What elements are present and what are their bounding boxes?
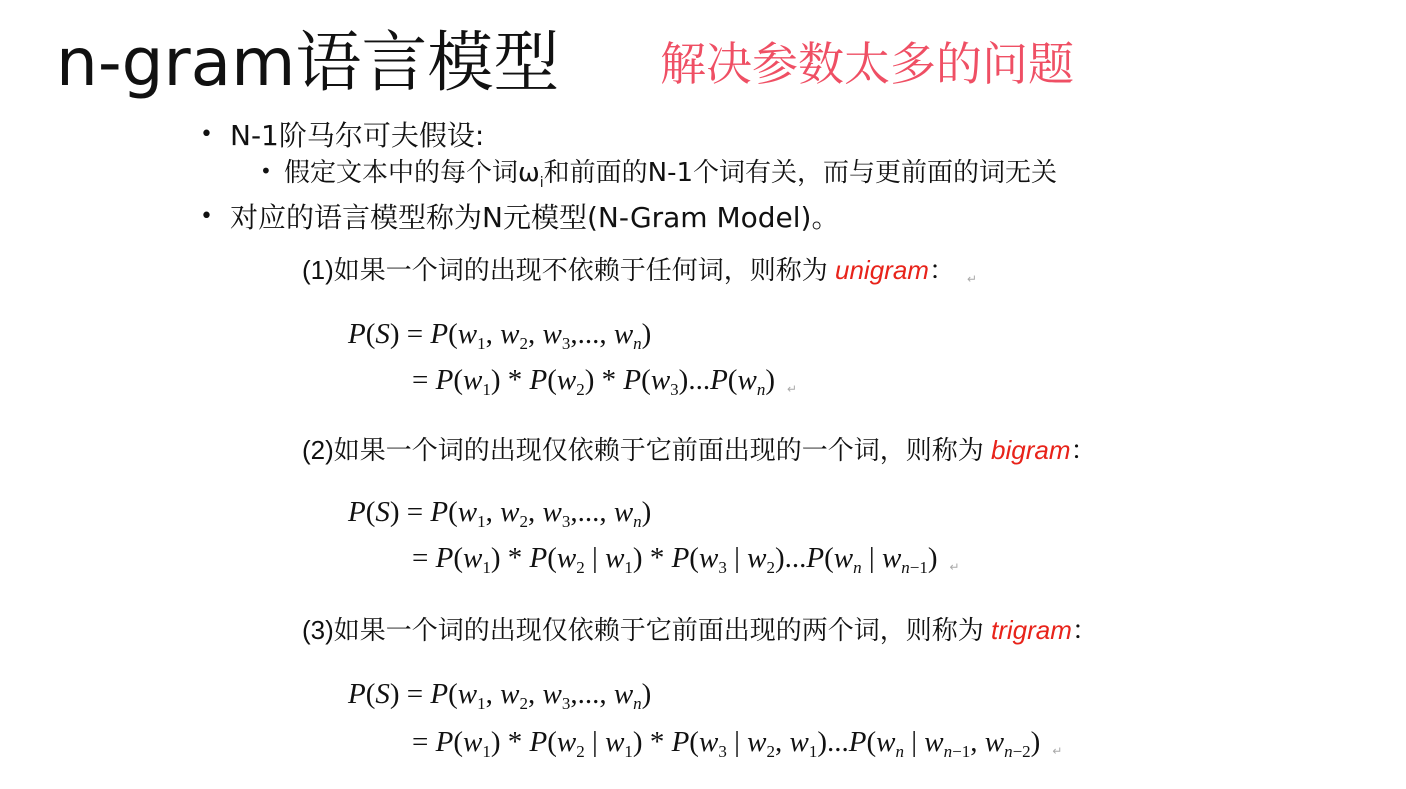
keyword-unigram: unigram: [835, 255, 929, 285]
formula-bigram-line2: = $P(w_1) * P(w_2$ | $w_1) * P(w_3$ | $w_2)...P(w_n$ | $w_{n-1}$) ↵: [412, 542, 960, 577]
return-mark: ↵: [786, 382, 798, 396]
bullet-markov-text: N-1阶马尔可夫假设:: [230, 119, 485, 152]
case-suffix: ：: [1071, 615, 1098, 645]
return-mark: ↵: [966, 272, 978, 286]
case-trigram: [302, 612, 1098, 648]
formula-unigram-line1: $P(S) = P(w_1$, $w_2$, $w_3$,..., $w_n$): [348, 318, 652, 353]
return-mark: ↵: [949, 560, 960, 574]
case-unigram: [302, 252, 977, 297]
bullet-dot: •: [200, 204, 213, 229]
formula-unigram-line2: = $P(w_1) * P(w_2) * P(w_3)...P(w_n)$ ↵: [412, 364, 798, 399]
keyword-bigram: bigram: [991, 435, 1071, 465]
bullet-dot: •: [200, 122, 213, 147]
case-prefix: (1)如果一个词的出现不依赖于任何词，则称为: [302, 255, 836, 285]
slide-title: n-gram语言模型: [56, 24, 560, 101]
sub-bullet-text-a: 假定文本中的每个词ω: [284, 158, 540, 188]
formula-trigram-line2: = $P(w_1) * P(w_2$ | $w_1) * P(w_3$ | $w_2$, $w_1)...P(w_n$ | $w_{n-1}$, $w_{n-2}$) ↵: [412, 726, 1063, 761]
bullet-dot: •: [260, 159, 272, 183]
bullet-markov: [200, 115, 484, 156]
return-mark: ↵: [1052, 744, 1063, 758]
slide-subtitle: 解决参数太多的问题: [660, 37, 1074, 91]
bullet-ngram-model: [200, 197, 839, 238]
case-suffix: ：: [1070, 435, 1097, 465]
case-prefix: (3)如果一个词的出现仅依赖于它前面出现的两个词，则称为: [302, 615, 992, 645]
bullet-ngram-text: 对应的语言模型称为N元模型(N-Gram Model)。: [230, 201, 840, 234]
keyword-trigram: trigram: [991, 615, 1072, 645]
case-prefix: (2)如果一个词的出现仅依赖于它前面出现的一个词，则称为: [302, 435, 992, 465]
sub-bullet-text-b: 和前面的N-1个词有关，而与更前面的词无关: [543, 158, 1058, 188]
case-suffix: ：: [928, 255, 955, 285]
sub-bullet-assumption: [260, 153, 1057, 201]
case-bigram: [302, 432, 1097, 468]
formula-trigram-line1: $P(S) = P(w_1$, $w_2$, $w_3$,..., $w_n$): [348, 678, 652, 713]
formula-bigram-line1: $P(S) = P(w_1$, $w_2$, $w_3$,..., $w_n$): [348, 496, 652, 531]
omega-subscript: i: [539, 175, 544, 192]
